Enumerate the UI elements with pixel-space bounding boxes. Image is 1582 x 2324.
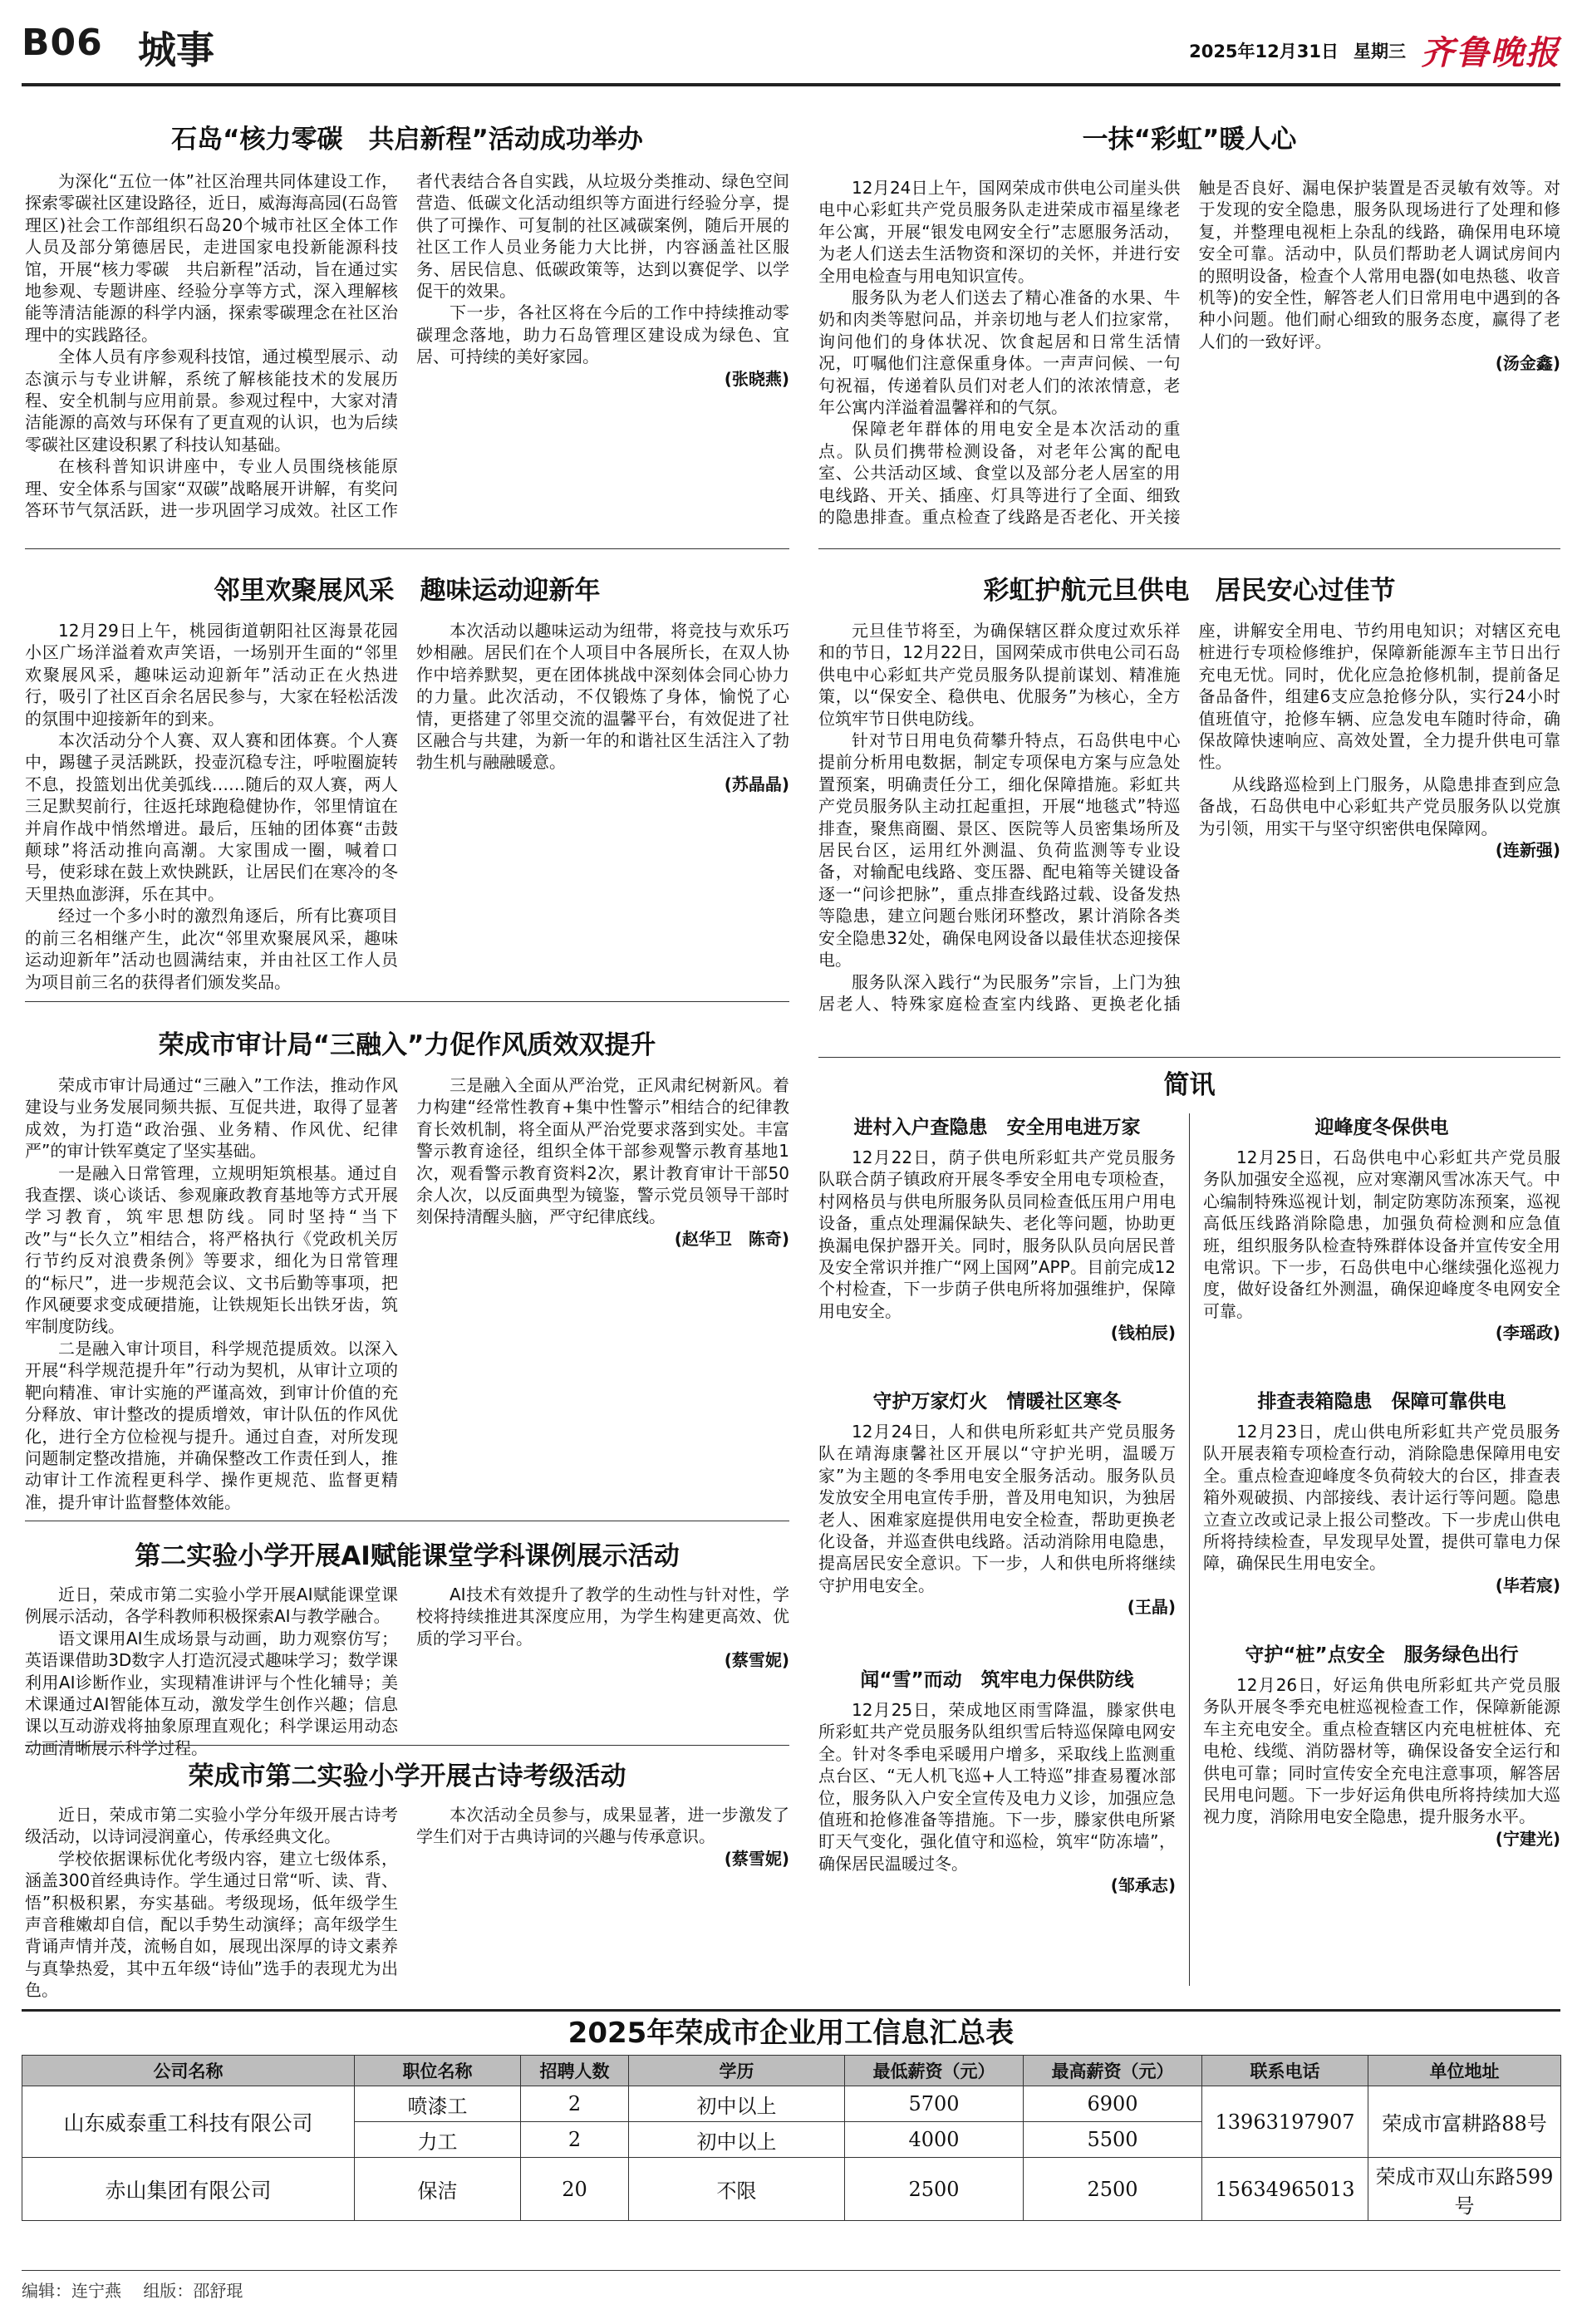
article-title: 一抹“彩虹”暖人心 (1082, 125, 1297, 155)
cell-company: 山东威泰重工科技有限公司 (22, 2086, 355, 2158)
cell-count: 20 (521, 2158, 629, 2221)
brief-body (1203, 1421, 1560, 1645)
article-paragraph: 在核科普知识讲座中，专业人员围绕核能原理、安全体系与国家“双碳”战略展开讲解，有奖问答环节气氛活跃，进一步巩固学习成效。社区工作者代表结合各自实践，从垃圾分类推动、绿色空间营造、低碳文化活动组织等方面进行经验分享，提供了可操作、可复制的社区减碳案例，随后开展的社区工作人员业务能力大比拼，内容涵盖社区服务、居民信息、低碳政策等，达到以赛促学、以学促干的效果。 (25, 171, 789, 521)
article-title: 荣成市第二实验小学开展古诗考级活动 (188, 1761, 626, 1791)
cell-count: 2 (521, 2122, 629, 2158)
brief-title: 排查表箱隐患 保障可靠供电 (1257, 1391, 1506, 1413)
cell-address: 荣成市富耕路88号 (1368, 2086, 1561, 2158)
brief-title: 闻“雪”而动 筑牢电力保供防线 (860, 1669, 1134, 1691)
brief-body (818, 1421, 1176, 1678)
brief-winter-peak (1203, 1113, 1560, 1413)
article-author: (赵华卫 陈奇) (674, 1228, 789, 1249)
brief-meter-box (1203, 1388, 1560, 1645)
article-body (818, 177, 1560, 543)
cell-address: 荣成市双山东路599号 (1368, 2158, 1561, 2221)
table-row (22, 2086, 1561, 2122)
cell-min-salary: 2500 (845, 2158, 1024, 2221)
brief-text: 12月25日，荣成地区雨雪降温，滕家供电所彩虹共产党员服务队组织雪后特巡保障电网安全。针对冬季电采暖用户增多，采取线上监测重点台区、“无人机飞巡+人工特巡”排查易覆冰部位，服务队入户安全宣传及电力义诊，加强应急值班和抢修准备等措施。下一步，滕家供电所紧盯天气变化，强化值守和巡检，筑牢“防冻墙”，确保居民温暖过冬。 (818, 1700, 1176, 1874)
article-paragraph: 本次活动全员参与，成果显著，进一步激发了学生们对于古典诗词的兴趣与传承意识。 (416, 1805, 789, 1847)
brief-title: 迎峰度冬保供电 (1314, 1117, 1449, 1138)
article-paragraph: AI技术有效提升了教学的生动性与针对性，学校将持续推进其深度应用，为学生构建更高效、优质的学习平台。 (416, 1585, 789, 1648)
article-ai-classroom (25, 1537, 789, 1766)
col-header-company: 公司名称 (22, 2056, 355, 2086)
cell-education: 初中以上 (629, 2086, 845, 2122)
article-shidao-zero-carbon (25, 120, 789, 536)
col-header-address: 单位地址 (1368, 2056, 1561, 2086)
cell-phone: 15634965013 (1202, 2158, 1368, 2221)
article-paragraph: 一是融入日常管理，立规明矩筑根基。通过自我查摆、谈心谈话、参观廉政教育基地等方式开展学习教育，筑牢思想防线。同时坚持“当下改”与“长久立”相结合，将严格执行《党政机关厉行节约反对浪费条例》等要求，细化为日常管理的“标尺”，进一步规范会议、文书后勤等事项，把作风硬要求变成硬措施，让铁规矩长出铁牙齿，筑牢制度防线。 (25, 1162, 398, 1337)
article-body (25, 1074, 789, 1544)
cell-education: 不限 (629, 2158, 845, 2221)
brief-author: (李瑶政) (1495, 1323, 1560, 1344)
page-code: B06 (22, 22, 103, 64)
brief-text: 12月26日，好运角供电所彩虹共产党员服务队开展冬季充电桩巡视检查工作，保障新能源车主充电安全。重点检查辖区内充电桩桩体、充电枪、线缆、消防器材等，确保设备安全运行和供电可靠；同时宣传安全充电注意事项，解答居民用电问题。下一步好运角供电所将持续加大巡视力度，消除用电安全隐患，提升服务水平。 (1203, 1675, 1560, 1827)
article-author: (蔡雪妮) (724, 1848, 789, 1869)
cell-phone: 13963197907 (1202, 2086, 1368, 2158)
article-paragraph: 荣成市审计局通过“三融入”工作法，推动作风建设与业务发展同频共振、互促共进，取得了显著成效，为打造“政治强、业务精、作风优、纪律严”的审计铁军奠定了坚实基础。 (25, 1075, 398, 1162)
jobs-table (22, 2055, 1561, 2221)
cell-position: 喷漆工 (355, 2086, 521, 2122)
paper-logo: 齐鲁晚报 (1421, 33, 1560, 72)
article-author: (连新强) (1495, 840, 1560, 861)
article-divider (25, 548, 789, 549)
brief-title: 进村入户查隐患 安全用电进万家 (853, 1117, 1141, 1138)
article-new-year-power (818, 572, 1560, 1035)
cell-position: 保洁 (355, 2158, 521, 2221)
cell-min-salary: 5700 (845, 2086, 1024, 2122)
article-paragraph: 近日，荣成市第二实验小学分年级开展古诗考级活动，以诗词浸润童心，传承经典文化。 (25, 1805, 398, 1847)
jobs-title: 2025年荣成市企业用工信息汇总表 (22, 2009, 1560, 2055)
article-paragraph: 服务队为老人们送去了精心准备的水果、牛奶和肉类等慰问品，并亲切地与老人们拉家常，询问他们的身体状况、饮食起居和日常生活情况，叮嘱他们注意保重身体。一声声问候、一句句祝福，传递着队员们对老人们的浓浓情意，老年公寓内洋溢着温馨祥和的气氛。 (818, 287, 1181, 418)
briefs-heading: 简讯 (1163, 1070, 1216, 1100)
article-title: 第二实验小学开展AI赋能课堂学科课例展示活动 (135, 1541, 680, 1571)
brief-body (1203, 1147, 1560, 1413)
article-paragraph: 语文课用AI生成场景与动画，助力观察仿写；英语课借助3D数字人打造沉浸式趣味学习；数学课利用AI诊断作业，实现精准讲评与个性化辅导；美术课通过AI智能体互动，激发学生创作兴趣；信息课以互动游戏将抽象原理直观化；科学课运用动态动画清晰展示科学过程。 (25, 1628, 398, 1758)
article-author: (汤金鑫) (1495, 353, 1560, 374)
article-paragraph: 为深化“五位一体”社区治理共同体建设工作，探索零碳社区建设路径，近日，威海海高园(石岛管理区)社会工作部组织石岛20个城市社区全体工作人员及部分第德居民，走进国家电投新能源科技馆，开展“核力零碳 共启新程”活动，旨在通过实地参观、专题讲座、经验分享等方式，深入理解核能等清洁能源的科学内涵，探索零碳理念在社区治理中的实践路径。 (25, 171, 398, 345)
article-paragraph: 12月24日上午，国网荣成市供电公司崖头供电中心彩虹共产党员服务队走进荣成市福星缘老年公寓，开展“银发电网安全行”志愿服务活动，为老人们送去生活物资和深切的关怀，并进行安全用电检查与用电知识宣传。 (818, 178, 1181, 286)
brief-author: (邹承志) (1110, 1875, 1176, 1896)
jobs-header-row (22, 2056, 1561, 2086)
article-title: 彩虹护航元旦供电 居民安心过佳节 (983, 576, 1396, 606)
brief-text: 12月24日，人和供电所彩虹共产党员服务队在靖海康馨社区开展以“守护光明，温暖万家”为主题的冬季用电安全服务活动。服务队员发放安全用电宣传手册，普及用电知识，为独居老人、困难家庭提供用电安全检查，帮助更换老化设备，并巡查供电线路。活动消除用电隐患，提高居民安全意识。下一步，人和供电所将继续守护用电安全。 (818, 1422, 1176, 1595)
cell-company: 赤山集团有限公司 (22, 2158, 355, 2221)
brief-snow-response (818, 1666, 1176, 1973)
section-name: 城事 (138, 27, 214, 72)
article-paragraph: 针对节日用电负荷攀升特点，石岛供电中心提前分析用电数据，制定专项保电方案与应急处置预案，明确责任分工，细化保障措施。彩虹共产党员服务队主动扛起重担，开展“地毯式”特巡排查，聚焦商圈、景区、医院等人员密集场所及居民台区，运用红外测温、负荷监测等专业设备，对输配电线路、变压器、配电箱等关键设备逐一“问诊把脉”，重点排查线路过载、设备发热等隐患，建立问题台账闭环整改，累计消除各类安全隐患32处，确保电网设备以最佳状态迎接保电。 (818, 730, 1181, 970)
article-paragraph: 三是融入全面从严治党，正风肃纪树新风。着力构建“经常性教育+集中性警示”相结合的纪律教育长效机制，将全面从严治党要求落到实处。丰富警示教育途径，组织全体干部参观警示教育基地1次，观看警示教育资料2次，累计教育审计干部50余人次，以反面典型为镜鉴，警示党员领导干部时刻保持清醒头脑，严守纪律底线。 (416, 1075, 789, 1227)
issue-date: 2025年12月31日 (1189, 41, 1339, 61)
col-header-phone: 联系电话 (1202, 2056, 1368, 2086)
brief-title: 守护“桩”点安全 服务绿色出行 (1245, 1644, 1519, 1666)
brief-title: 守护万家灯火 情暖社区寒冬 (872, 1391, 1122, 1413)
article-body (818, 620, 1560, 1035)
page-credits (22, 2270, 1560, 2302)
brief-author: (毕若宸) (1495, 1575, 1560, 1595)
brief-author: (宁建光) (1495, 1828, 1560, 1849)
cell-max-salary: 2500 (1024, 2158, 1202, 2221)
brief-author: (钱柏辰) (1110, 1323, 1176, 1344)
briefs-heading-block (818, 1066, 1560, 1104)
article-paragraph: 服务队深入践行“为民服务”宗旨，上门为独居老人、特殊家庭检查室内线路、更换老化插座，讲解安全用电、节约用电知识；对辖区充电桩进行专项检修维护，保障新能源车主节日出行充电无忧。同时，优化应急抢修机制，提前备足备品备件，组建6支应急抢修分队，实行24小时值班值守，抢修车辆、应急发电车随时待命，确保故障快速响应、高效处置，全力提升供电可靠性。 (818, 621, 1560, 1014)
editor-credit: 编辑：连宁燕 (22, 2281, 121, 2301)
article-body (25, 170, 789, 536)
article-poetry-exam (25, 1757, 789, 2012)
cell-max-salary: 6900 (1024, 2086, 1202, 2122)
cell-position: 力工 (355, 2122, 521, 2158)
brief-charging-pile (1203, 1641, 1560, 1948)
issue-weekday: 星期三 (1354, 41, 1406, 61)
article-divider (818, 548, 1560, 549)
article-paragraph: 从线路巡检到上门服务，从隐患排查到应急备战，石岛供电中心彩虹共产党员服务队以党旗为引领，用实干与坚守织密供电保障网。 (1198, 774, 1560, 838)
col-header-min-salary: 最低薪资（元） (845, 2056, 1024, 2086)
article-divider (25, 1001, 789, 1002)
article-title: 荣成市审计局“三融入”力促作风质效双提升 (158, 1030, 656, 1060)
cell-max-salary: 5500 (1024, 2122, 1202, 2158)
table-row (22, 2158, 1561, 2221)
article-body (25, 1804, 789, 2012)
cell-education: 初中以上 (629, 2122, 845, 2158)
article-rainbow-warmth (818, 120, 1560, 543)
article-author: (张晓燕) (724, 368, 789, 389)
brief-village-check (818, 1113, 1176, 1413)
brief-text: 12月22日，荫子供电所彩虹共产党员服务队联合荫子镇政府开展冬季安全用电专项检查，村网格员与供电所服务队员同检查低压用户用电设备，重点处理漏保缺失、老化等问题，协助更换漏电保护器开关。同时，服务队队员向居民普及安全常识并推广“网上国网”APP。目前完成12个村检查，下一步荫子供电所将加强维护，保障用电安全。 (818, 1147, 1176, 1321)
masthead-rule (22, 83, 1560, 86)
brief-body (1203, 1674, 1560, 1948)
brief-text: 12月23日，虎山供电所彩虹共产党员服务队开展表箱专项检查行动，消除隐患保障用电安全。重点检查迎峰度冬负荷较大的台区，排查表箱外观破损、内部接线、表计运行等问题。隐患立查立改或记录上报公司整改。下一步虎山供电所将持续检查，早发现早处置，提供可靠电力保障，确保民生用电安全。 (1203, 1422, 1560, 1574)
article-paragraph: 经过一个多小时的激烈角逐后，所有比赛项目的前三名相继产生，此次“邻里欢聚展风采，趣味运动迎新年”活动也圆满结束，并由社区工作人员为项目前三名的获得者们颁发奖品。 (25, 906, 398, 992)
article-paragraph: 下一步，各社区将在今后的工作中持续推动零碳理念落地，助力石岛管理区建设成为绿色、宜居、可持续的美好家园。 (416, 302, 789, 367)
article-author: (苏晶晶) (724, 774, 789, 794)
article-paragraph: 本次活动以趣味运动为纽带，将竞技与欢乐巧妙相融。居民们在个人项目中各展所长，在双人协作中培养默契，更在团体挑战中深刻体会同心协力的力量。此次活动，不仅锻炼了身体，愉悦了心情，更搭建了邻里交流的温馨平台，有效促进了社区融合与共建，为新一年的和谐社区生活注入了勃勃生机与融融暖意。 (416, 621, 789, 773)
article-paragraph: 学校依据课标优化考级内容，建立七级体系，涵盖300首经典诗作。学生通过日常“听、读、背、悟”积极积累，夯实基础。考级现场，低年级学生声音稚嫩却自信，配以手势生动演绎；高年级学生背诵声情并茂，流畅自如，展现出深厚的诗文素养与真挚热爱，其中五年级“诗仙”选手的表现尤为出色。 (25, 1848, 398, 2001)
article-neighborhood-games (25, 572, 789, 1024)
article-title: 邻里欢聚展风采 趣味运动迎新年 (214, 576, 601, 606)
masthead (22, 15, 1560, 85)
brief-author: (王晶) (1127, 1597, 1176, 1618)
brief-body (818, 1699, 1176, 1973)
article-divider (818, 1057, 1560, 1058)
col-header-position: 职位名称 (355, 2056, 521, 2086)
jobs-section (22, 2009, 1560, 2221)
article-paragraph: 二是融入审计项目，科学规范提质效。以深入开展“科学规范提升年”行动为契机，从审计立项的靶向精准、审计实施的严谨高效，到审计价值的充分释放、审计整改的提质增效，审计队伍的作风优化，进行全方位检视与提升。通过自查，对所发现问题制定整改措施，并确保整改工作责任到人，推动审计工作流程更科学、操作更规范、监督更精准，提升审计监督整体效能。 (25, 1338, 398, 1512)
article-title: 石岛“核力零碳 共启新程”活动成功举办 (171, 125, 643, 155)
article-body (25, 1584, 789, 1766)
article-audit-bureau (25, 1026, 789, 1544)
layout-credit: 组版：邵舒琨 (143, 2281, 243, 2301)
article-paragraph: 全体人员有序参观科技馆，通过模型展示、动态演示与专业讲解，系统了解核能技术的发展历程、安全机制与应用前景。参观过程中，大家对清洁能源的高效与环保有了更直观的认识，也为后续零碳社区建设积累了科技认知基础。 (25, 346, 398, 454)
article-paragraph: 近日，荣成市第二实验小学开展AI赋能课堂课例展示活动，各学科教师积极探索AI与教学融合。 (25, 1585, 398, 1627)
briefs-column-divider (1189, 1113, 1190, 1986)
brief-text: 12月25日，石岛供电中心彩虹共产党员服务队加强安全巡视，应对寒潮风雪冰冻天气。中心编制特殊巡视计划，制定防寒防冻预案，巡视高低压线路消除隐患，加强负荷检测和应急值班，组织服务队检查特殊群体设备并宣传安全用电常识。下一步，石岛供电中心继续强化巡视力度，做好设备红外测温，确保迎峰度冬电网安全可靠。 (1203, 1147, 1560, 1321)
article-paragraph: 保障老年群体的用电安全是本次活动的重点。队员们携带检测设备，对老年公寓的配电室、公共活动区域、食堂以及部分老人居室的用电线路、开关、插座、灯具等进行了全面、细致的隐患排查。重点检查了线路是否老化、开关接触是否良好、漏电保护装置是否灵敏有效等。对于发现的安全隐患，服务队现场进行了处理和修复，并整理电视柜上杂乱的线路，确保用电环境安全可靠。活动中，队员们帮助老人调试房间内的照明设备，检查个人常用电器(如电热毯、收音机等)的安全性，解答老人们日常用电中遇到的各种小问题。他们耐心细致的服务态度，赢得了老人们的一致好评。 (818, 178, 1560, 528)
masthead-meta (1189, 27, 1560, 74)
article-divider (25, 1745, 789, 1746)
article-body (25, 620, 789, 1024)
col-header-count: 招聘人数 (521, 2056, 629, 2086)
article-paragraph: 本次活动分个人赛、双人赛和团体赛。个人赛中，踢毽子灵活跳跃，投壶沉稳专注，呼啦圈旋转不息，投篮划出优美弧线……随后的双人赛，两人三足默契前行，往返托球跑稳健协作，邻里情谊在并肩作战中悄然增进。最后，压轴的团体赛“击鼓颠球”将活动推向高潮。大家围成一圈，喊着口号，使彩球在鼓上欢快跳跃，让居民们在寒冷的冬天里热血澎湃，乐在其中。 (25, 730, 398, 904)
brief-body (818, 1147, 1176, 1413)
article-paragraph: 元旦佳节将至，为确保辖区群众度过欢乐祥和的节日，12月22日，国网荣成市供电公司石岛供电中心彩虹共产党员服务队提前谋划、精准施策，以“保安全、稳供电、优服务”为核心，全方位筑牢节日供电防线。 (818, 621, 1181, 729)
article-author: (蔡雪妮) (724, 1650, 789, 1671)
cell-min-salary: 4000 (845, 2122, 1024, 2158)
brief-community-winter (818, 1388, 1176, 1678)
cell-count: 2 (521, 2086, 629, 2122)
article-paragraph: 12月29日上午，桃园街道朝阳社区海景花园小区广场洋溢着欢声笑语，一场别开生面的“邻里欢聚展风采，趣味运动迎新年”活动正在火热进行，吸引了社区百余名居民参与，大家在轻松活泼的氛围中迎接新年的到来。 (25, 621, 398, 729)
col-header-education: 学历 (629, 2056, 845, 2086)
col-header-max-salary: 最高薪资（元） (1024, 2056, 1202, 2086)
